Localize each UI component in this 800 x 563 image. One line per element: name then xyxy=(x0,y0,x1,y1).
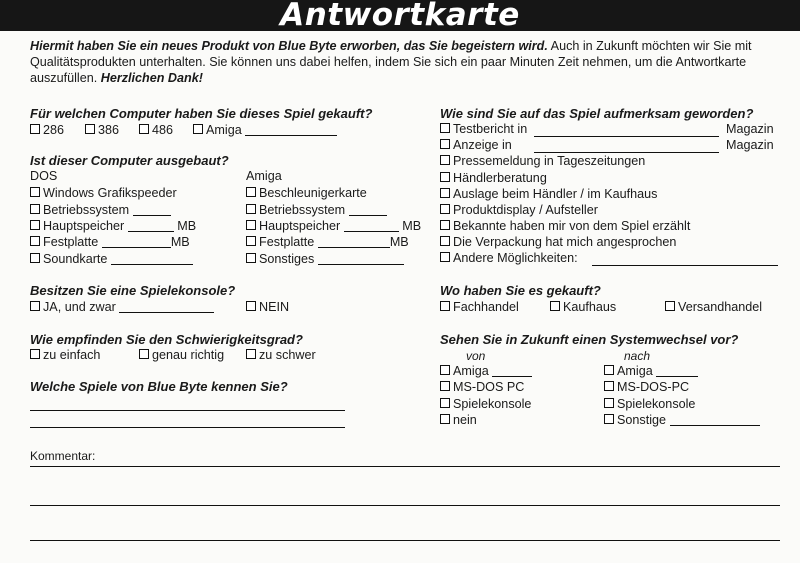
console-yes[interactable]: JA, und zwar xyxy=(30,300,214,314)
amiga-hdd-field[interactable] xyxy=(318,236,390,248)
attention-other[interactable]: Andere Möglichkeiten: xyxy=(440,251,578,265)
amiga-other-field[interactable] xyxy=(318,253,404,265)
checkbox[interactable] xyxy=(440,123,450,133)
checkbox[interactable] xyxy=(193,124,203,134)
checkbox[interactable] xyxy=(246,204,256,214)
checkbox[interactable] xyxy=(440,188,450,198)
checkbox[interactable] xyxy=(246,253,256,263)
amiga-option-ram[interactable]: Hauptspeicher MB xyxy=(246,219,421,233)
checkbox[interactable] xyxy=(30,220,40,230)
comment-line-3[interactable] xyxy=(30,540,780,541)
bought-mailorder[interactable]: Versandhandel xyxy=(665,300,762,314)
question-switch: Sehen Sie in Zukunft einen Systemwechsel vor? xyxy=(440,332,739,347)
checkbox[interactable] xyxy=(85,124,95,134)
checkbox[interactable] xyxy=(665,301,675,311)
option-286[interactable]: 286 xyxy=(30,123,64,137)
from-amiga[interactable]: Amiga xyxy=(440,364,532,378)
question-games: Welche Spiele von Blue Byte kennen Sie? xyxy=(30,379,288,394)
checkbox[interactable] xyxy=(604,365,614,375)
checkbox[interactable] xyxy=(246,301,256,311)
checkbox[interactable] xyxy=(246,236,256,246)
checkbox[interactable] xyxy=(440,155,450,165)
checkbox[interactable] xyxy=(246,220,256,230)
checkbox[interactable] xyxy=(604,398,614,408)
bought-specialist[interactable]: Fachhandel xyxy=(440,300,519,314)
checkbox[interactable] xyxy=(440,252,450,262)
header-banner xyxy=(0,0,800,31)
checkbox[interactable] xyxy=(440,381,450,391)
dos-os-field[interactable] xyxy=(133,204,171,216)
bought-department[interactable]: Kaufhaus xyxy=(550,300,616,314)
checkbox[interactable] xyxy=(30,253,40,263)
amiga-option-accel[interactable]: Beschleunigerkarte xyxy=(246,186,367,200)
to-other[interactable]: Sonstige xyxy=(604,413,760,427)
checkbox[interactable] xyxy=(30,301,40,311)
checkbox[interactable] xyxy=(440,301,450,311)
checkbox[interactable] xyxy=(246,187,256,197)
option-amiga[interactable]: Amiga xyxy=(193,123,337,137)
checkbox[interactable] xyxy=(604,381,614,391)
checkbox[interactable] xyxy=(440,172,450,182)
difficulty-right[interactable]: genau richtig xyxy=(139,348,224,362)
question-difficulty: Wie empfinden Sie den Schwierigkeitsgrad? xyxy=(30,332,303,347)
checkbox[interactable] xyxy=(440,365,450,375)
from-amiga-field[interactable] xyxy=(492,365,532,377)
to-other-field[interactable] xyxy=(670,414,760,426)
console-name-field[interactable] xyxy=(119,301,214,313)
question-expanded: Ist dieser Computer ausgebaut? xyxy=(30,153,229,168)
games-line-2[interactable] xyxy=(30,427,345,428)
to-console[interactable]: Spielekonsole xyxy=(604,397,695,411)
checkbox[interactable] xyxy=(139,349,149,359)
amiga-os-field[interactable] xyxy=(349,204,387,216)
dos-option-windows[interactable]: Windows Grafikspeeder xyxy=(30,186,177,200)
console-no[interactable]: NEIN xyxy=(246,300,289,314)
from-msdos[interactable]: MS-DOS PC xyxy=(440,380,524,394)
dos-ram-field[interactable] xyxy=(128,220,174,232)
comment-line-1[interactable] xyxy=(30,466,780,467)
magazine-suffix: Magazin xyxy=(726,138,774,152)
option-386[interactable]: 386 xyxy=(85,123,119,137)
dos-sound-field[interactable] xyxy=(111,253,193,265)
checkbox[interactable] xyxy=(30,124,40,134)
checkbox[interactable] xyxy=(550,301,560,311)
checkbox[interactable] xyxy=(30,349,40,359)
checkbox[interactable] xyxy=(604,414,614,424)
difficulty-hard[interactable]: zu schwer xyxy=(246,348,316,362)
attention-display-shop[interactable]: Auslage beim Händler / im Kaufhaus xyxy=(440,187,657,201)
comment-label: Kommentar: xyxy=(30,449,96,463)
dos-option-os[interactable]: Betriebssystem xyxy=(30,203,171,217)
magazine-suffix: Magazin xyxy=(726,122,774,136)
checkbox[interactable] xyxy=(440,220,450,230)
dos-option-sound[interactable]: Soundkarte xyxy=(30,252,193,266)
attention-friends[interactable]: Bekannte haben mir von dem Spiel erzählt xyxy=(440,219,690,233)
games-line-1[interactable] xyxy=(30,410,345,411)
attention-dealer[interactable]: Händlerberatung xyxy=(440,171,547,185)
comment-line-2[interactable] xyxy=(30,505,780,506)
checkbox[interactable] xyxy=(30,204,40,214)
intro-body: Auch in Zukunft möchten wir Sie mit Qualitätsprodukten unterhalten. Sie können uns dabei helfen, indem Sie sich ein paar Minuten Zeit nehmen, um die Antwortkarte auszufüllen. xyxy=(30,39,752,85)
option-486[interactable]: 486 xyxy=(139,123,173,137)
intro-bold-2: Herzlichen Dank! xyxy=(100,71,203,85)
to-label: nach xyxy=(624,349,651,363)
from-label: von xyxy=(466,349,486,363)
to-msdos[interactable]: MS-DOS-PC xyxy=(604,380,689,394)
amiga-model-field[interactable] xyxy=(245,124,337,136)
page-title: Antwortkarte xyxy=(280,0,520,33)
checkbox[interactable] xyxy=(30,187,40,197)
other-field[interactable] xyxy=(592,265,778,266)
attention-press[interactable]: Pressemeldung in Tageszeitungen xyxy=(440,154,645,168)
amiga-option-hdd[interactable]: Festplatte MB xyxy=(246,235,409,249)
checkbox[interactable] xyxy=(246,349,256,359)
checkbox[interactable] xyxy=(440,236,450,246)
question-attention: Wie sind Sie auf das Spiel aufmerksam geworden? xyxy=(440,106,754,121)
amiga-option-other[interactable]: Sonstiges xyxy=(246,252,404,266)
dos-option-hdd[interactable]: Festplatte MB xyxy=(30,235,190,249)
review-magazine-field[interactable] xyxy=(534,136,719,137)
question-computer: Für welchen Computer haben Sie dieses Spiel gekauft? xyxy=(30,106,373,121)
intro-bold-1: Hiermit haben Sie ein neues Produkt von Blue Byte erworben, das Sie begeistern wird. xyxy=(30,39,548,53)
difficulty-easy[interactable]: zu einfach xyxy=(30,348,100,362)
dos-hdd-field[interactable] xyxy=(102,236,171,248)
amiga-ram-field[interactable] xyxy=(344,220,399,232)
from-none[interactable]: nein xyxy=(440,413,477,427)
amiga-option-os[interactable]: Betriebssystem xyxy=(246,203,387,217)
checkbox[interactable] xyxy=(139,124,149,134)
dos-option-ram[interactable]: Hauptspeicher MB xyxy=(30,219,196,233)
checkbox[interactable] xyxy=(440,139,450,149)
checkbox[interactable] xyxy=(440,414,450,424)
attention-review[interactable]: Testbericht in xyxy=(440,122,527,136)
dos-label: DOS xyxy=(30,169,58,183)
question-bought: Wo haben Sie es gekauft? xyxy=(440,283,601,298)
amiga-label: Amiga xyxy=(246,169,282,183)
attention-packaging[interactable]: Die Verpackung hat mich angesprochen xyxy=(440,235,676,249)
from-console[interactable]: Spielekonsole xyxy=(440,397,531,411)
attention-display-stand[interactable]: Produktdisplay / Aufsteller xyxy=(440,203,598,217)
intro-text xyxy=(30,38,782,86)
checkbox[interactable] xyxy=(440,204,450,214)
question-console: Besitzen Sie eine Spielekonsole? xyxy=(30,283,236,298)
checkbox[interactable] xyxy=(30,236,40,246)
to-amiga[interactable]: Amiga xyxy=(604,364,698,378)
ad-magazine-field[interactable] xyxy=(534,152,719,153)
to-amiga-field[interactable] xyxy=(656,365,698,377)
attention-ad[interactable]: Anzeige in xyxy=(440,138,512,152)
checkbox[interactable] xyxy=(440,398,450,408)
